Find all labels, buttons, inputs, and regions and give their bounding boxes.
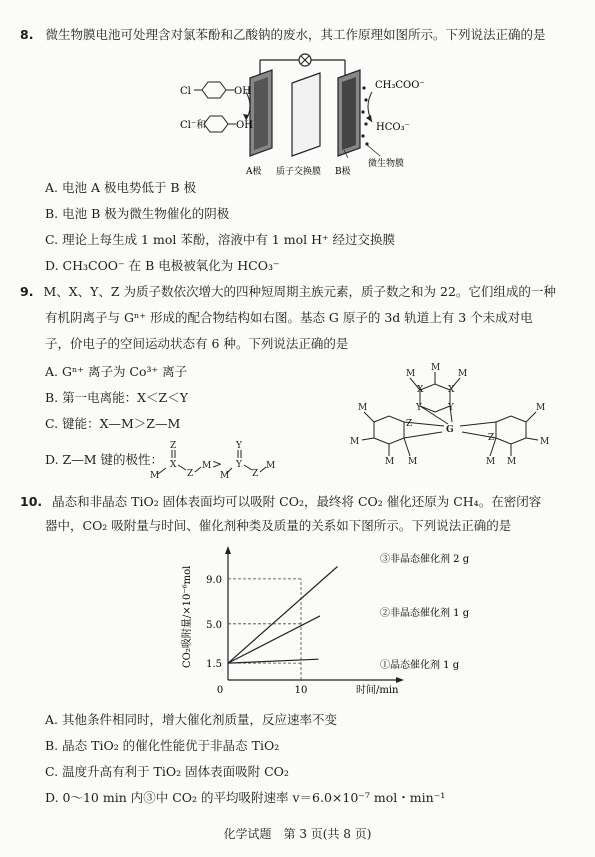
question-stem-line: M、X、Y、Z 为质子数依次增大的四种短周期主族元素，质子数之和为 22。它们组成的一种 — [43, 284, 556, 299]
svg-text:Y: Y — [448, 403, 454, 413]
svg-text:Z: Z — [187, 469, 194, 479]
svg-text:Y: Y — [236, 441, 242, 451]
question-stem-line: 晶态和非晶态 TiO₂ 固体表面均可以吸附 CO₂，最终将 CO₂ 催化还原为 CH₄。在密闭容 — [52, 494, 542, 509]
x-axis-arrow — [396, 677, 404, 683]
x-tick-label: 10 — [294, 685, 308, 696]
series-label: ③非晶态催化剂 2 g — [380, 554, 470, 565]
q8-option-c: C. 理论上每生成 1 mol 苯酚，溶液中有 1 mol H⁺ 经过交换膜 — [45, 232, 396, 247]
svg-text:M: M — [458, 369, 468, 379]
q9-option-d: D. Z—M 键的极性： — [45, 452, 163, 467]
q8-option-a: A. 电池 A 极电势低于 B 极 — [45, 180, 197, 195]
svg-text:OH: OH — [234, 86, 251, 97]
q9-option-a: A. Gⁿ⁺ 离子为 Co³⁺ 离子 — [45, 364, 188, 379]
page-footer: 化学试题 第 3 页(共 8 页) — [223, 827, 372, 841]
question-stem-line: 器中，CO₂ 吸附量与时间、催化剂种类及质量的关系如下图所示。下列说法正确的是 — [45, 518, 512, 533]
svg-text:HCO₃⁻: HCO₃⁻ — [376, 122, 410, 133]
chlorophenol-structure — [180, 82, 251, 98]
svg-text:Y: Y — [236, 460, 242, 470]
complex-structure — [340, 360, 580, 488]
svg-text:M: M — [220, 471, 230, 481]
question-10 — [20, 492, 541, 510]
y-tick-label: 9.0 — [206, 574, 222, 586]
svg-text:X: X — [417, 385, 424, 395]
svg-text:M: M — [202, 461, 212, 471]
svg-text:M: M — [266, 461, 276, 471]
svg-text:M: M — [536, 403, 546, 413]
series-line — [228, 566, 338, 663]
q9-option-c: C. 键能：X—M＞Z—M — [45, 416, 181, 431]
svg-text:M: M — [507, 457, 517, 467]
q10-option-c: C. 温度升高有利于 TiO₂ 固体表面吸附 CO₂ — [45, 764, 289, 779]
svg-text:M: M — [358, 403, 368, 413]
svg-text:Z: Z — [170, 441, 177, 451]
svg-text:Z: Z — [406, 419, 413, 429]
question-number: 9. — [20, 284, 34, 299]
svg-text:OH: OH — [236, 120, 253, 131]
series-label: ①晶态催化剂 1 g — [380, 660, 460, 671]
svg-text:M: M — [385, 457, 395, 467]
svg-text:M: M — [408, 457, 418, 467]
x-axis-label: 时间/min — [356, 685, 399, 696]
y-tick-label: 1.5 — [206, 659, 222, 671]
svg-text:M: M — [486, 457, 496, 467]
svg-text:>: > — [212, 457, 223, 471]
svg-text:Z: Z — [488, 433, 495, 443]
y-tick-label: 5.0 — [206, 619, 222, 631]
question-stem-line: 子，价电子的空间运动状态有 6 种。下列说法正确的是 — [45, 336, 349, 351]
series-label: ②非晶态催化剂 1 g — [380, 608, 470, 619]
series-line — [228, 659, 319, 663]
question-stem: 微生物膜电池可处理含对氯苯酚和乙酸钠的废水，其工作原理如图所示。下列说法正确的是 — [45, 27, 546, 42]
svg-text:M: M — [431, 363, 441, 373]
q10-option-d: D. 0～10 min 内③中 CO₂ 的平均吸附速率 v＝6.0×10⁻⁷ mol・min⁻¹ — [45, 790, 446, 805]
svg-text:X: X — [448, 385, 455, 395]
svg-text:G: G — [446, 425, 454, 435]
q8-option-d: D. CH₃COO⁻ 在 B 电极被氧化为 HCO₃⁻ — [45, 258, 280, 273]
svg-text:Cl: Cl — [180, 86, 191, 97]
svg-text:X: X — [170, 460, 177, 470]
question-number: 8. — [20, 27, 34, 42]
q9-option-b: B. 第一电离能：X＜Z＜Y — [45, 390, 188, 405]
svg-text:M: M — [350, 437, 360, 447]
question-8 — [20, 22, 580, 48]
proton-membrane — [292, 73, 320, 156]
svg-text:A极: A极 — [246, 167, 262, 177]
y-axis-label: CO₂吸附量/×10⁻⁶mol — [182, 565, 193, 668]
battery-diagram — [180, 48, 440, 178]
adsorption-chart — [170, 546, 470, 706]
phenol-structure — [180, 116, 253, 132]
svg-text:微生物膜: 微生物膜 — [368, 159, 405, 169]
y-axis-arrow — [225, 546, 231, 554]
svg-text:Z: Z — [252, 469, 259, 479]
question-9 — [20, 282, 556, 300]
question-stem-line: 有机阴离子与 Gⁿ⁺ 形成的配合物结构如右图。基态 G 原子的 3d 轨道上有 3 个未成对电 — [45, 310, 533, 325]
svg-text:Cl⁻和: Cl⁻和 — [180, 120, 207, 131]
q10-option-b: B. 晶态 TiO₂ 的催化性能优于非晶态 TiO₂ — [45, 738, 280, 753]
svg-text:B极: B极 — [335, 167, 351, 177]
q10-option-a: A. 其他条件相同时，增大催化剂质量，反应速率不变 — [45, 712, 337, 727]
polarity-structures — [148, 440, 278, 480]
svg-text:M: M — [406, 369, 416, 379]
svg-text:M: M — [150, 471, 160, 481]
q8-option-b: B. 电池 B 极为微生物催化的阴极 — [45, 206, 230, 221]
svg-text:CH₃COO⁻: CH₃COO⁻ — [375, 80, 425, 91]
svg-text:M: M — [540, 437, 550, 447]
question-number: 10. — [20, 494, 43, 509]
svg-text:Y: Y — [416, 403, 422, 413]
svg-text:质子交换膜: 质子交换膜 — [276, 167, 322, 177]
x-tick-label: 0 — [216, 685, 224, 696]
